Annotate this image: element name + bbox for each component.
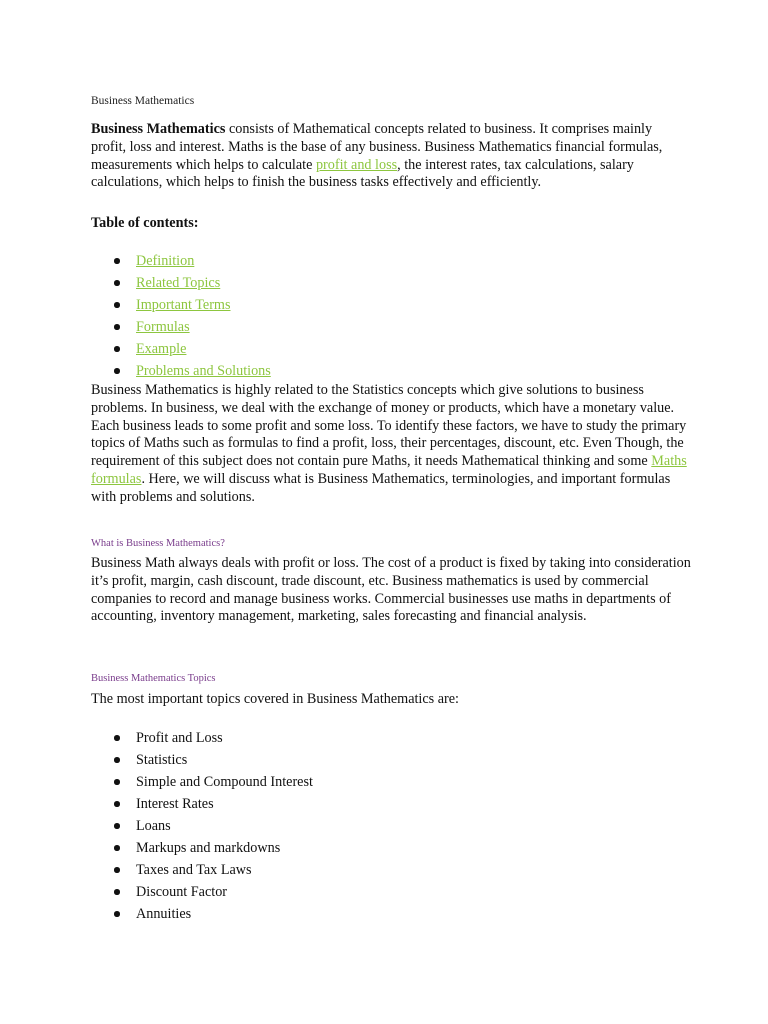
topic-item: [0, 859, 313, 881]
topic-item: [0, 881, 313, 903]
toc-heading: Table of contents:: [91, 215, 199, 231]
toc-item: [0, 250, 271, 272]
intro-paragraph: [91, 121, 681, 192]
bullet-icon: [114, 801, 120, 807]
bullet-icon: [114, 823, 120, 829]
topics-intro: The most important topics covered in Business Mathematics are:: [91, 691, 460, 707]
topics-list: [0, 727, 313, 925]
toc-link-definition[interactable]: Definition: [136, 253, 195, 269]
toc-item: [0, 338, 271, 360]
toc-link-problems-and-solutions[interactable]: Problems and Solutions: [136, 363, 271, 379]
bullet-icon: [114, 302, 120, 308]
topic-label: Profit and Loss: [136, 730, 223, 746]
topic-label: Taxes and Tax Laws: [136, 862, 252, 878]
profit-and-loss-link[interactable]: profit and loss: [315, 156, 398, 173]
toc-item: [0, 272, 271, 294]
bullet-icon: [114, 911, 120, 917]
toc-link-important-terms[interactable]: Important Terms: [136, 297, 231, 313]
topic-item: [0, 727, 313, 749]
statistics-text-1: Business Mathematics is highly related to the Statistics concepts which give solutions to business problems. In business, we deal with the exchange of money or products, which have a monetary value. Each business leads to some profit and some loss. To identify these factors, we have to study the primary topics of Maths such as formulas to find a profit, loss, their percentages, discount, etc. Even Though, the requirement of this subject does not contain pure Maths, it needs Mathematical thinking and some: [91, 382, 687, 470]
bullet-icon: [114, 845, 120, 851]
topic-label: Simple and Compound Interest: [136, 774, 313, 790]
bullet-icon: [114, 368, 120, 374]
toc-list: [0, 250, 271, 382]
toc-link-example[interactable]: Example: [136, 341, 187, 357]
bullet-icon: [114, 757, 120, 763]
what-is-paragraph: Business Math always deals with profit or loss. The cost of a product is fixed by taking into consideration it’s profit, margin, cash discount, trade discount, etc. Business mathematics is used by commercial companies to record and manage business works. Commercial businesses use maths in departments of accounting, inventory management, marketing, sales forecasting and financial analysis.: [91, 555, 691, 625]
intro-text-1: consists of Mathematical concepts related to business. It comprises mainly profit, loss and interest. Maths is the base of any business. Business Mathematics financial formulas, measurements which helps to calculate: [91, 121, 663, 173]
toc-link-related-topics[interactable]: Related Topics: [136, 275, 221, 291]
topic-label: Markups and markdowns: [136, 840, 281, 856]
topic-item: [0, 771, 313, 793]
toc-item: [0, 294, 271, 316]
bullet-icon: [114, 258, 120, 264]
statistics-text-2: . Here, we will discuss what is Business Mathematics, terminologies, and important formulas with problems and solutions.: [91, 470, 671, 505]
bullet-icon: [114, 346, 120, 352]
document-title: Business Mathematics: [91, 95, 195, 107]
topic-label: Interest Rates: [136, 796, 214, 812]
bullet-icon: [114, 867, 120, 873]
intro-text-2: , the interest rates, tax calculations, salary calculations, which helps to finish the business tasks effectively and efficiently.: [91, 156, 634, 191]
statistics-paragraph: [91, 382, 691, 507]
topic-label: Discount Factor: [136, 884, 228, 900]
topic-label: Loans: [136, 818, 171, 834]
topics-heading: Business Mathematics Topics: [91, 673, 216, 684]
bullet-icon: [114, 280, 120, 286]
topic-item: [0, 903, 313, 925]
bullet-icon: [114, 324, 120, 330]
intro-bold-term: Business Mathematics: [91, 121, 226, 137]
toc-item: [0, 360, 271, 382]
what-is-heading: What is Business Mathematics?: [91, 538, 225, 549]
bullet-icon: [114, 889, 120, 895]
topic-item: [0, 837, 313, 859]
toc-link-formulas[interactable]: Formulas: [136, 319, 190, 335]
topic-item: [0, 749, 313, 771]
topic-item: [0, 793, 313, 815]
topic-label: Annuities: [136, 906, 192, 922]
bullet-icon: [114, 779, 120, 785]
topic-label: Statistics: [136, 752, 188, 768]
bullet-icon: [114, 735, 120, 741]
topic-item: [0, 815, 313, 837]
maths-formulas-link[interactable]: Maths formulas: [91, 453, 687, 487]
toc-item: [0, 316, 271, 338]
